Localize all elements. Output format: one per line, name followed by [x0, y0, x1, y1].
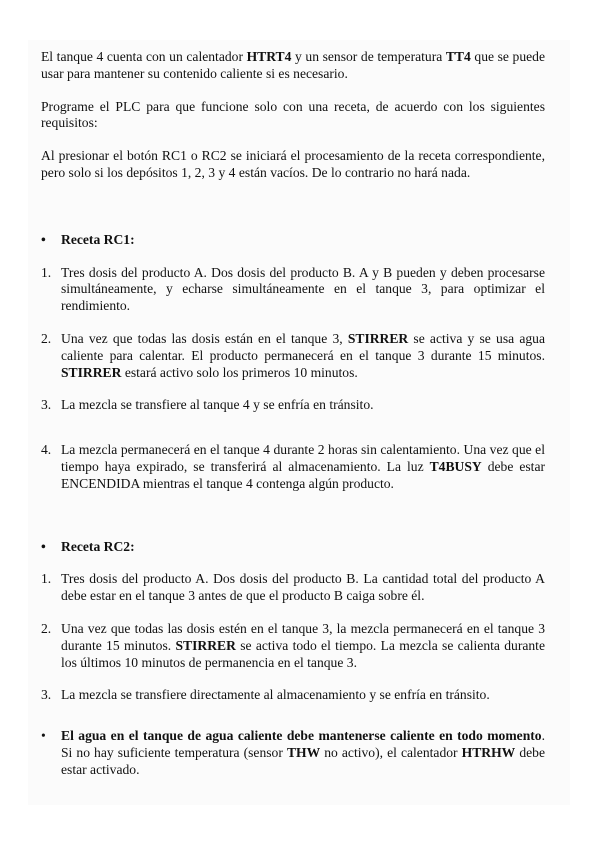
- rc1-heading: • Receta RC1:: [41, 231, 135, 247]
- spacer: [41, 182, 545, 232]
- document-body: [41, 49, 545, 779]
- rc2-heading: • Receta RC2:: [41, 538, 135, 554]
- rc2-item-2: 2. Una vez que todas las dosis estén en el tanque 3, la mezcla permanecerá en el tanque 3 durante 15 minutos. STIRRER se activa todo el tiempo. La mezcla se calienta durante los últimos 10 minutos de permanencia en el tanque 3.: [41, 620, 545, 670]
- intro-paragraph-2: Programe el PLC para que funcione solo con una receta, de acuerdo con los siguientes requisitos:: [41, 98, 545, 131]
- rc2-item-3: 3. La mezcla se transfiere directamente al almacenamiento y se enfría en tránsito.: [41, 687, 490, 703]
- rc2-item-1: 1. Tres dosis del producto A. Dos dosis del producto B. La cantidad total del producto A debe estar en el tanque 3 antes de que el producto B caiga sobre él.: [41, 571, 545, 604]
- bullet-icon: •: [41, 538, 46, 554]
- hot-water-note: • El agua en el tanque de agua caliente debe mantenerse caliente en todo momento. Si no hay suficiente temperatura (sensor THW no activo), el calentador HTRHW debe estar activado.: [41, 728, 545, 777]
- rc1-list: [41, 265, 545, 493]
- rc1-item-3: 3. La mezcla se transfiere al tanque 4 y se enfría en tránsito.: [41, 397, 374, 413]
- rc1-item-2: 2. Una vez que todas las dosis están en el tanque 3, STIRRER se activa y se usa agua caliente para calentar. El producto permanecerá en el tanque 3 durante 15 minutos. STIRRER estará activo solo los primeros 10 minutos.: [41, 330, 545, 380]
- rc1-item-1: 1. Tres dosis del producto A. Dos dosis del producto B. A y B pueden y deben procesarse simultáneamente, y echarse simultáneamente en el tanque 3, para optimizar el rendimiento.: [41, 264, 545, 314]
- bullet-icon: •: [41, 231, 46, 247]
- rc1-item-4: 4. La mezcla permanecerá en el tanque 4 durante 2 horas sin calentamiento. Una vez que el tiempo haya expirado, se transferirá al almacenamiento. La luz T4BUSY debe estar ENCENDIDA mientras el tanque 4 contenga algún producto.: [41, 442, 545, 491]
- intro-paragraph-1: El tanque 4 cuenta con un calentador HTRT4 y un sensor de temperatura TT4 que se puede usar para mantener su contenido caliente si es necesario.: [41, 49, 545, 81]
- rc2-list: [41, 571, 545, 704]
- bullet-icon: •: [41, 728, 46, 744]
- intro-paragraph-3: Al presionar el botón RC1 o RC2 se iniciará el procesamiento de la receta correspondiente, pero solo si los depósitos 1, 2, 3 y 4 están vacíos. De lo contrario no hará nada.: [41, 148, 545, 180]
